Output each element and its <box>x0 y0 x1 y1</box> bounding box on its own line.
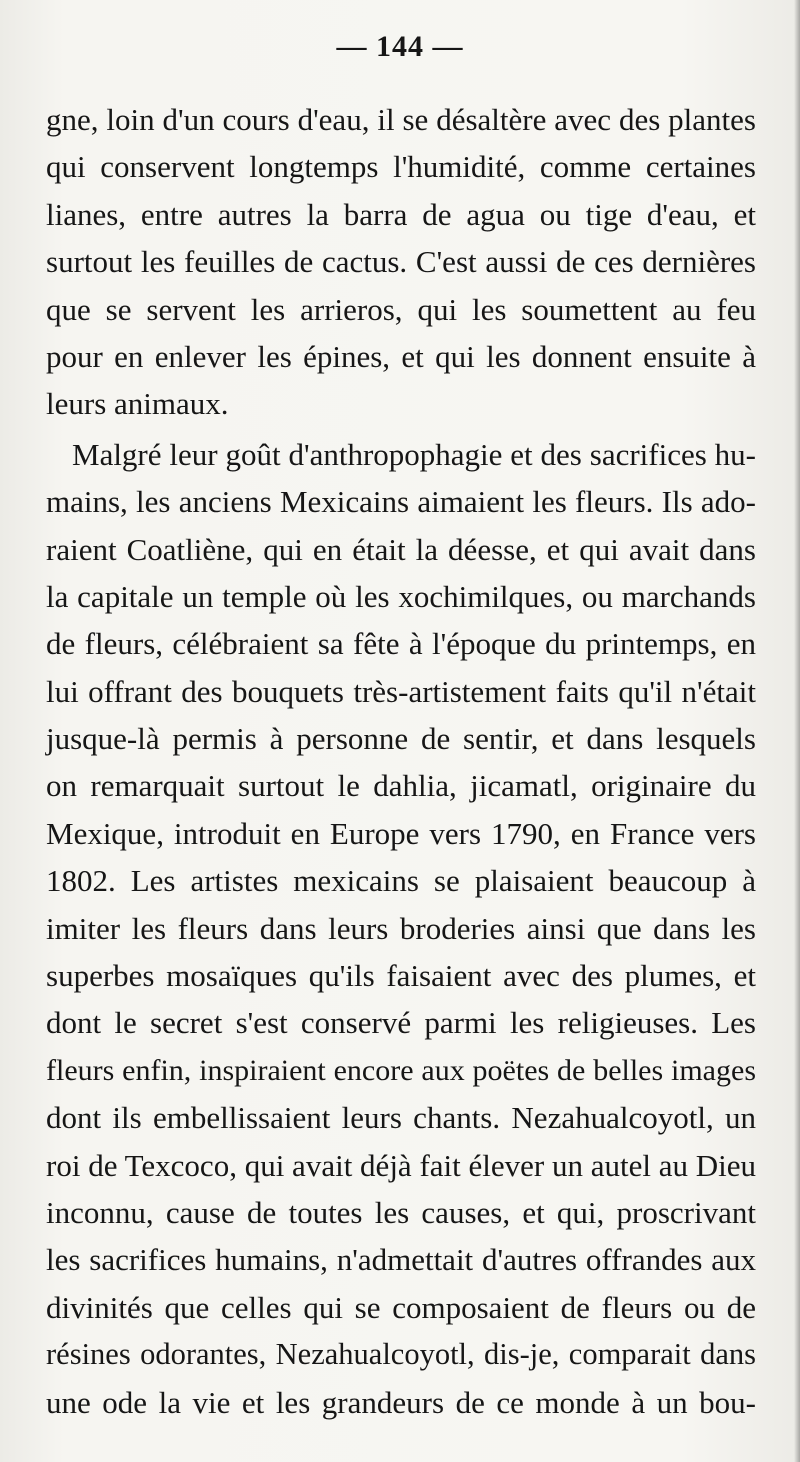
text-line: que se servent les arrieros, qui les soumettent au feu <box>46 291 756 327</box>
text-line: roi de Texcoco, qui avait déjà fait élever un autel au Dieu <box>46 1147 756 1183</box>
text-line: qui conservent longtemps l'humidité, comme certaines <box>46 149 756 185</box>
text-line: résines odorantes, Nezahualcoyotl, dis-je, comparait dans <box>46 1337 756 1372</box>
text-line: Mexique, introduit en Europe vers 1790, en France vers <box>46 815 756 851</box>
text-line: raient Coatliène, qui en était la déesse, et qui avait dans <box>46 531 756 567</box>
page-number: — 144 — <box>336 30 464 63</box>
text-line: Malgré leur goût d'anthropophagie et des sacrifices hu- <box>72 436 756 472</box>
text-line: une ode la vie et les grandeurs de ce monde à un bou- <box>46 1384 756 1420</box>
text-line: imiter les fleurs dans leurs broderies ainsi que dans les <box>46 910 756 946</box>
paragraph-2 <box>46 431 756 1426</box>
text-line: la capitale un temple où les xochimilques, ou marchands <box>46 578 756 614</box>
text-line: dont le secret s'est conservé parmi les religieuses. Les <box>46 1005 756 1041</box>
text-line: surtout les feuilles de cactus. C'est aussi de ces dernières <box>46 244 756 280</box>
text-line: superbes mosaïques qu'ils faisaient avec des plumes, et <box>46 958 756 994</box>
text-line: mains, les anciens Mexicains aimaient les fleurs. Ils ado- <box>46 484 756 520</box>
body-text <box>46 96 756 1426</box>
text-line: inconnu, cause de toutes les causes, et qui, proscrivant <box>46 1194 756 1230</box>
text-line: de fleurs, célébraient sa fête à l'époque du printemps, en <box>46 626 756 662</box>
text-line: dont ils embellissaient leurs chants. Nezahualcoyotl, un <box>46 1100 756 1136</box>
text-line: leurs animaux. <box>46 386 229 422</box>
page-edge-shadow <box>794 0 800 1462</box>
text-line: pour en enlever les épines, et qui les donnent ensuite à <box>46 338 756 374</box>
text-line: les sacrifices humains, n'admettait d'autres offrandes aux <box>46 1242 756 1278</box>
text-line: 1802. Les artistes mexicains se plaisaient beaucoup à <box>46 863 756 899</box>
text-line: jusque-là permis à personne de sentir, et dans lesquels <box>46 721 756 757</box>
text-line: lui offrant des bouquets très-artistement faits qu'il n'était <box>46 673 756 709</box>
text-line: divinités que celles qui se composaient de fleurs ou de <box>46 1289 756 1325</box>
text-line: fleurs enfin, inspiraient encore aux poëtes de belles images <box>46 1053 756 1087</box>
text-line: on remarquait surtout le dahlia, jicamatl, originaire du <box>46 768 756 804</box>
text-line: lianes, entre autres la barra de agua ou tige d'eau, et <box>46 196 756 232</box>
text-line: gne, loin d'un cours d'eau, il se désaltère avec des plantes <box>46 102 756 137</box>
paragraph-1 <box>46 96 756 428</box>
